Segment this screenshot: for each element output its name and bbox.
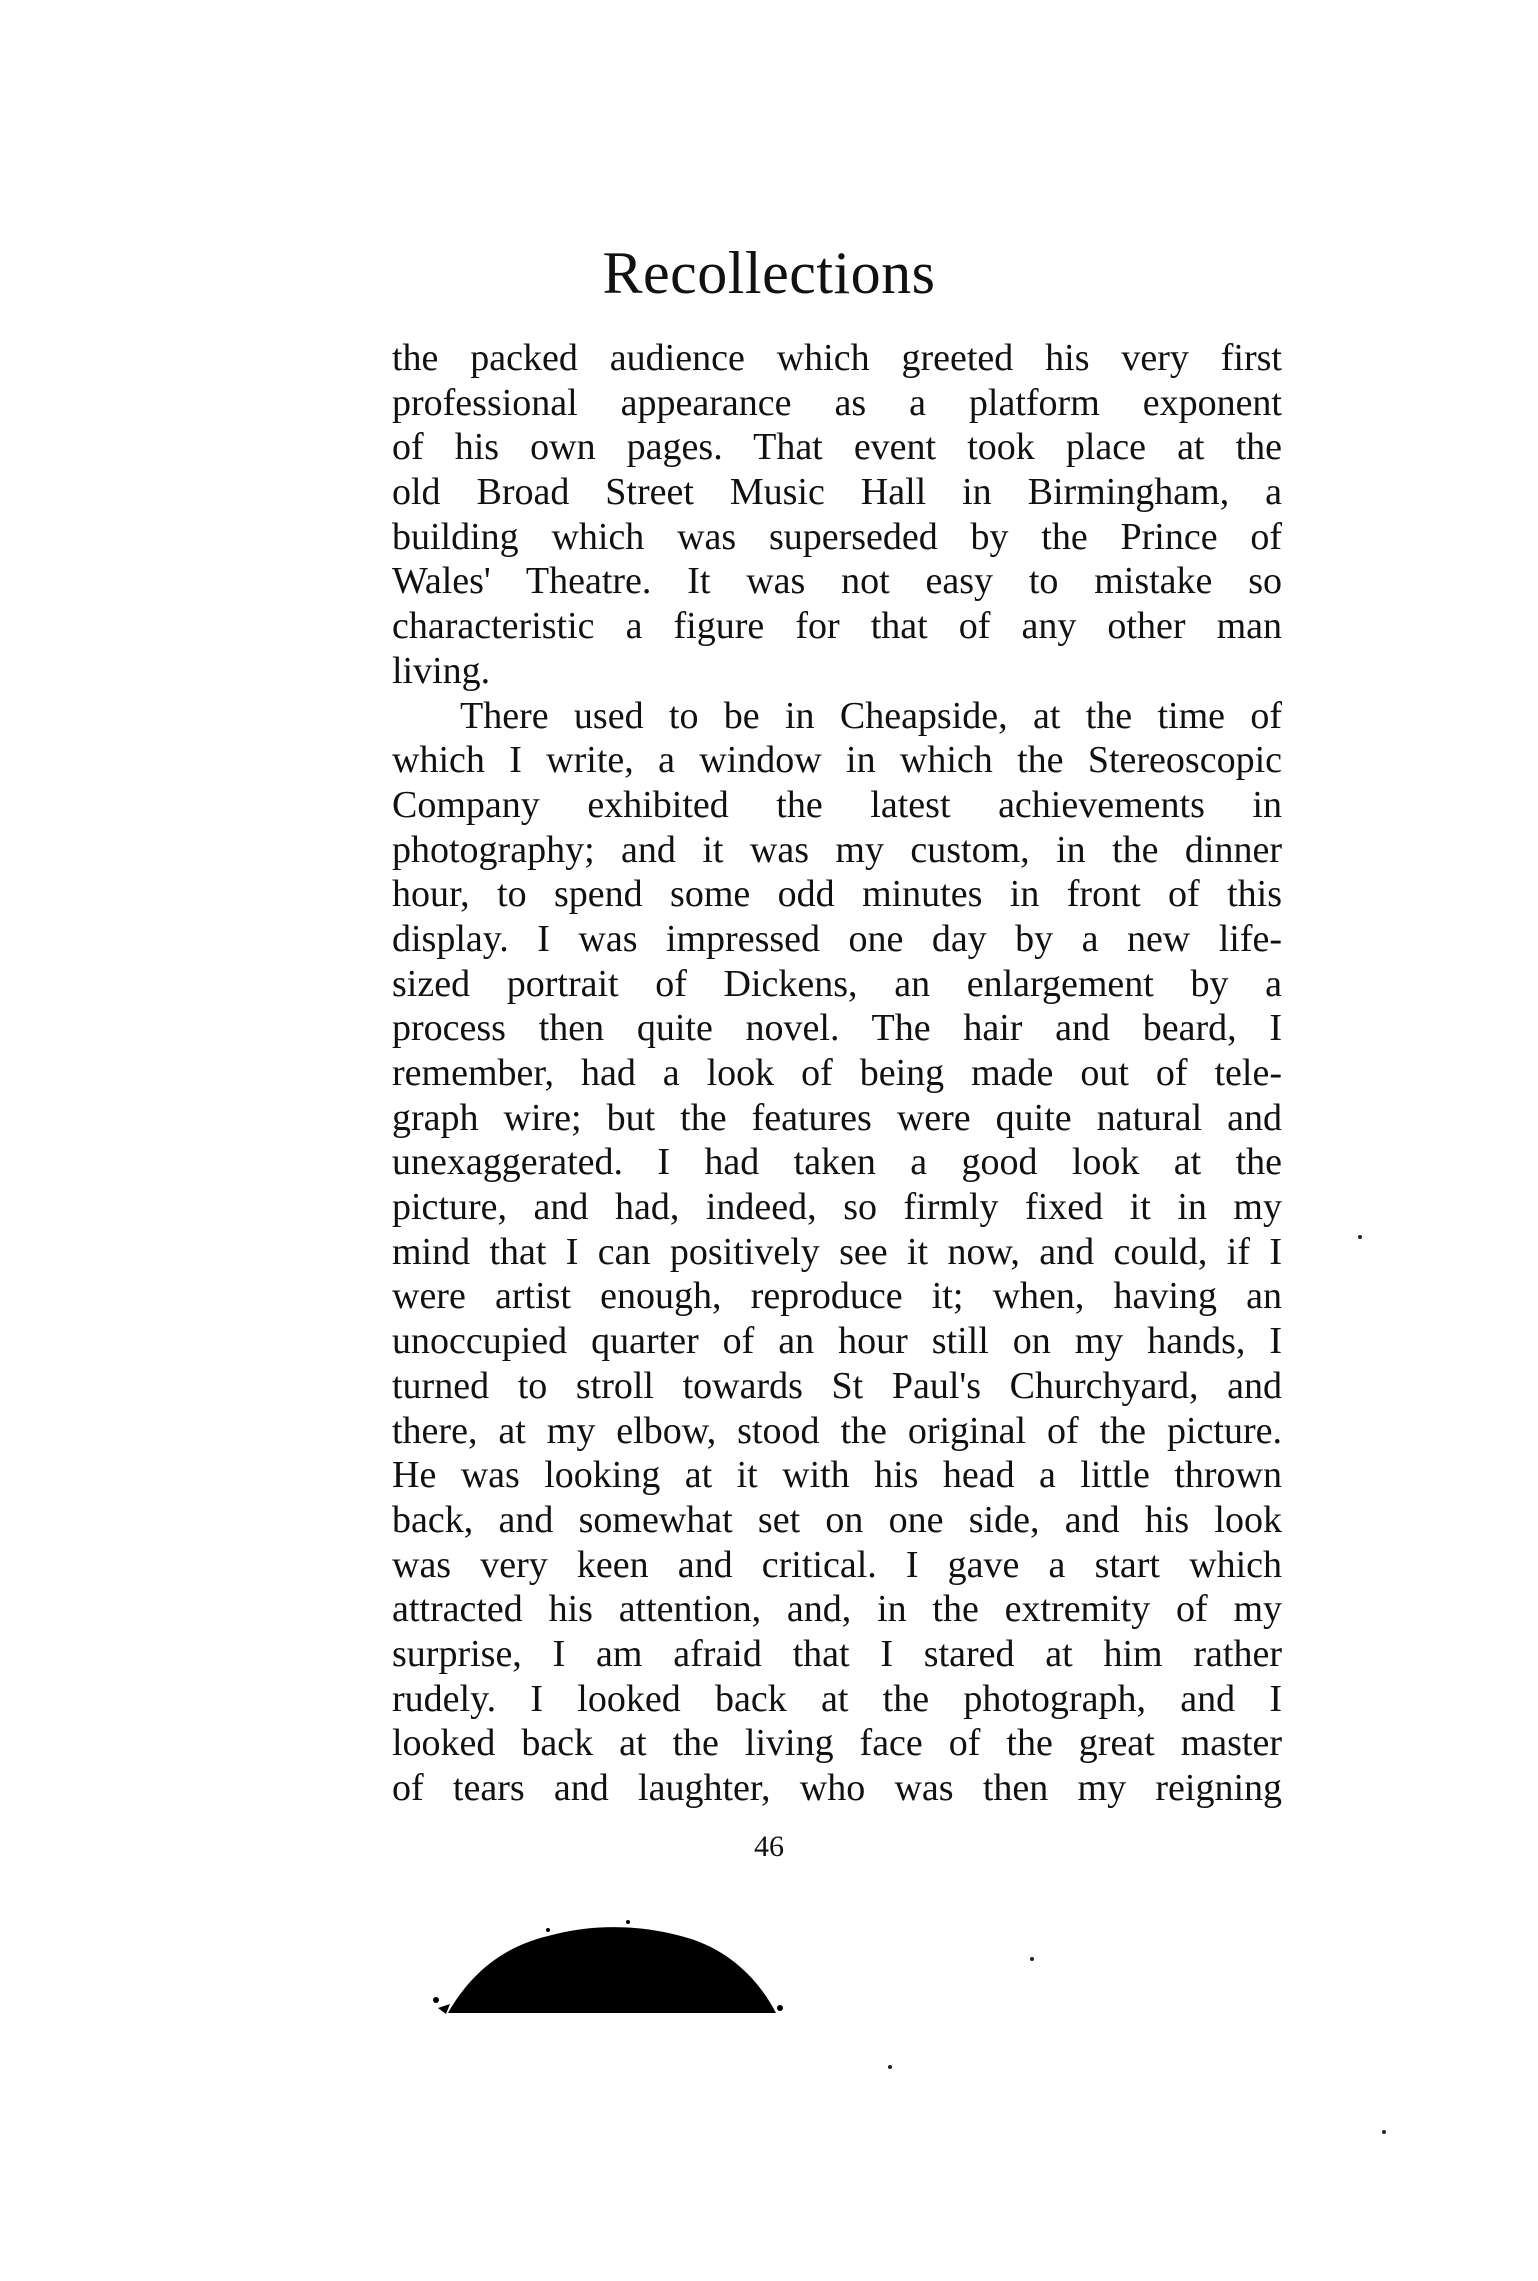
text-line: living. xyxy=(392,649,491,692)
text-line: turned to stroll towards St Paul's Churchyard, and xyxy=(392,1364,1282,1407)
text-line: sized portrait of Dickens, an enlargement by a xyxy=(392,962,1282,1005)
text-line: building which was superseded by the Prince of xyxy=(392,515,1282,558)
paragraph-2 xyxy=(392,694,1282,1811)
text-line: Company exhibited the latest achievements in xyxy=(392,783,1282,826)
text-line: old Broad Street Music Hall in Birmingham, a xyxy=(392,471,1282,514)
text-line: display. I was impressed one day by a new life- xyxy=(392,917,1282,960)
text-line: picture, and had, indeed, so firmly fixed it in my xyxy=(392,1186,1282,1229)
text-line: hour, to spend some odd minutes in front of this xyxy=(392,873,1282,916)
text-line: attracted his attention, and, in the extremity of my xyxy=(392,1588,1282,1631)
scan-speck xyxy=(1358,1235,1362,1239)
text-line: of his own pages. That event took place at the xyxy=(392,426,1282,469)
text-line: unoccupied quarter of an hour still on my hands, I xyxy=(392,1320,1282,1363)
ink-blot xyxy=(428,1908,788,2018)
text-line: surprise, I am afraid that I stared at him rather xyxy=(392,1632,1282,1675)
text-line: unexaggerated. I had taken a good look at the xyxy=(392,1141,1282,1184)
text-line: were artist enough, reproduce it; when, having an xyxy=(392,1275,1282,1318)
text-line: remember, had a look of being made out of tele- xyxy=(392,1052,1282,1094)
text-line: mind that I can positively see it now, and could, if I xyxy=(392,1230,1282,1273)
paragraph-1 xyxy=(392,336,1282,694)
scan-speck xyxy=(1382,2130,1386,2134)
text-line: the packed audience which greeted his very first xyxy=(392,337,1282,379)
text-line: rudely. I looked back at the photograph, and I xyxy=(392,1677,1282,1720)
text-line: photography; and it was my custom, in the dinner xyxy=(392,828,1282,871)
text-line: Wales' Theatre. It was not easy to mistake so xyxy=(392,560,1282,603)
page-number: 46 xyxy=(754,1830,784,1863)
text-line: looked back at the living face of the great master xyxy=(392,1722,1282,1765)
text-line: was very keen and critical. I gave a start which xyxy=(392,1543,1282,1586)
scan-speck xyxy=(888,2065,892,2069)
running-head: Recollections xyxy=(602,240,936,306)
text-line: graph wire; but the features were quite natural and xyxy=(392,1096,1282,1139)
text-line: professional appearance as a platform exponent xyxy=(392,381,1282,424)
text-line: There used to be in Cheapside, at the time of xyxy=(460,694,1282,737)
text-line: back, and somewhat set on one side, and his look xyxy=(392,1498,1282,1541)
body-text xyxy=(392,336,1282,1811)
scan-speck xyxy=(1030,1957,1034,1961)
text-line: of tears and laughter, who was then my reigning xyxy=(392,1767,1282,1809)
text-line: characteristic a figure for that of any other man xyxy=(392,605,1282,648)
text-line: there, at my elbow, stood the original of the picture. xyxy=(392,1409,1282,1452)
text-line: which I write, a window in which the Stereoscopic xyxy=(392,739,1282,782)
text-line: He was looking at it with his head a little thrown xyxy=(392,1454,1282,1497)
text-line: process then quite novel. The hair and beard, I xyxy=(392,1007,1282,1050)
